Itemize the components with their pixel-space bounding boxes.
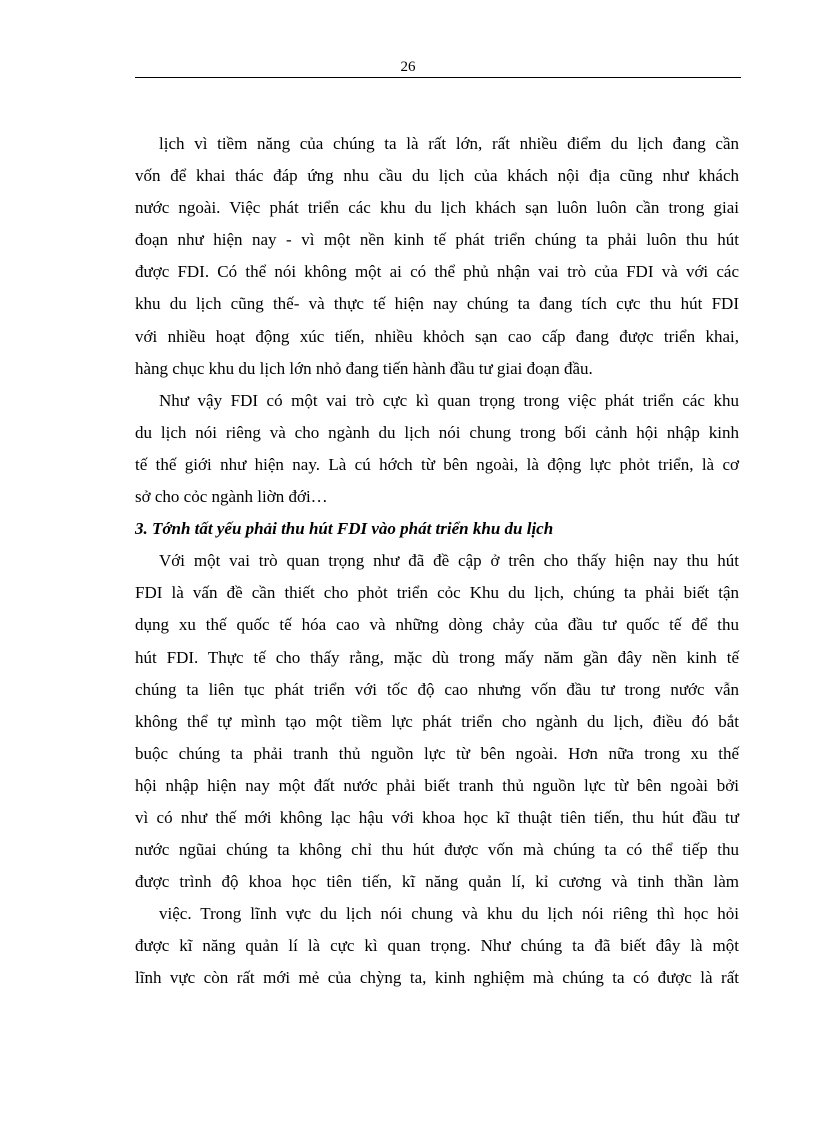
text-line: hàng chục khu du lịch lớn nhỏ đang tiến hành đầu tư giai đoạn đầu. bbox=[135, 358, 593, 378]
text-line: nước ngũai chúng ta không chỉ thu hút được vốn mà chúng ta có thể tiếp thu bbox=[135, 840, 739, 860]
text-line: với nhiều hoạt động xúc tiến, nhiều khỏch sạn cao cấp đang được triển khai, bbox=[135, 326, 739, 346]
text-line: tế thế giới như hiện nay. Là cú hớch từ bên ngoài, là động lực phỏt triển, là cơ bbox=[135, 454, 739, 474]
text-line: Với một vai trò quan trọng như đã đề cập ở trên cho thấy hiện nay thu hút bbox=[159, 551, 739, 571]
text-line: hội nhập hiện nay một đất nước phải biết tranh thủ nguồn lực từ bên ngoài bởi bbox=[135, 775, 739, 795]
text-line: hút FDI. Thực tế cho thấy rằng, mặc dù trong mấy năm gần đây nền kinh tế bbox=[135, 647, 739, 667]
text-line: đoạn như hiện nay - vì một nền kinh tế phát triển chúng ta phải luôn thu hút bbox=[135, 230, 739, 250]
text-line: dụng xu thế quốc tế hóa cao và những dòng chảy của đầu tư quốc tế để thu bbox=[135, 615, 739, 635]
text-line: buộc chúng ta phải tranh thủ nguồn lực từ bên ngoài. Hơn nữa trong xu thế bbox=[135, 743, 739, 763]
section-heading: 3. Tớnh tất yếu phải thu hút FDI vào phát triển khu du lịch bbox=[135, 519, 554, 539]
text-line: được FDI. Có thể nói không một ai có thể phủ nhận vai trò của FDI và với các bbox=[135, 262, 739, 282]
text-line: Như vậy FDI có một vai trò cực kì quan trọng trong việc phát triển các khu bbox=[159, 390, 739, 410]
page-number: 26 bbox=[400, 59, 416, 75]
text-line: vốn để khai thác đáp ứng nhu cầu du lịch của khách nội địa cũng như khách bbox=[135, 166, 739, 186]
text-line: nước ngoài. Việc phát triển các khu du lịch khách sạn luôn luôn cần trong giai bbox=[135, 198, 739, 218]
text-line: việc. Trong lĩnh vực du lịch nói chung và khu du lịch nói riêng thì học hỏi bbox=[159, 904, 739, 924]
text-line: được trình độ khoa học tiên tiến, kĩ năng quản lí, kỉ cương và tinh thần làm bbox=[135, 872, 739, 892]
text-line: vì có như thế mới không lạc hậu với khoa học kĩ thuật tiên tiến, thu hút đầu tư bbox=[135, 807, 739, 827]
text-line: chúng ta liên tục phát triển với tốc độ cao nhưng vốn đầu tư trong nước vẫn bbox=[135, 679, 739, 699]
text-line: FDI là vấn đề cần thiết cho phỏt triển cỏc Khu du lịch, chúng ta phải biết tận bbox=[135, 583, 739, 603]
header-rule bbox=[135, 77, 741, 78]
body-text bbox=[135, 128, 739, 995]
text-line: khu du lịch cũng thế- và thực tế hiện nay chúng ta đang tích cực thu hút FDI bbox=[135, 294, 739, 314]
text-line: lịch vì tiềm năng của chúng ta là rất lớn, rất nhiều điểm du lịch đang cần bbox=[159, 134, 739, 153]
text-line: không thể tự mình tạo một tiềm lực phát triển cho ngành du lịch, điều đó bắt bbox=[135, 711, 739, 731]
text-line: lĩnh vực còn rất mới mẻ của chỳng ta, kinh nghiệm mà chúng ta có được là rất bbox=[135, 968, 739, 988]
text-line: sở cho cỏc ngành liờn đới… bbox=[135, 487, 328, 507]
text-line: du lịch nói riêng và cho ngành du lịch nói chung trong bối cảnh hội nhập kinh bbox=[135, 422, 739, 442]
text-line: được kĩ năng quản lí là cực kì quan trọng. Như chúng ta đã biết đây là một bbox=[135, 936, 739, 956]
